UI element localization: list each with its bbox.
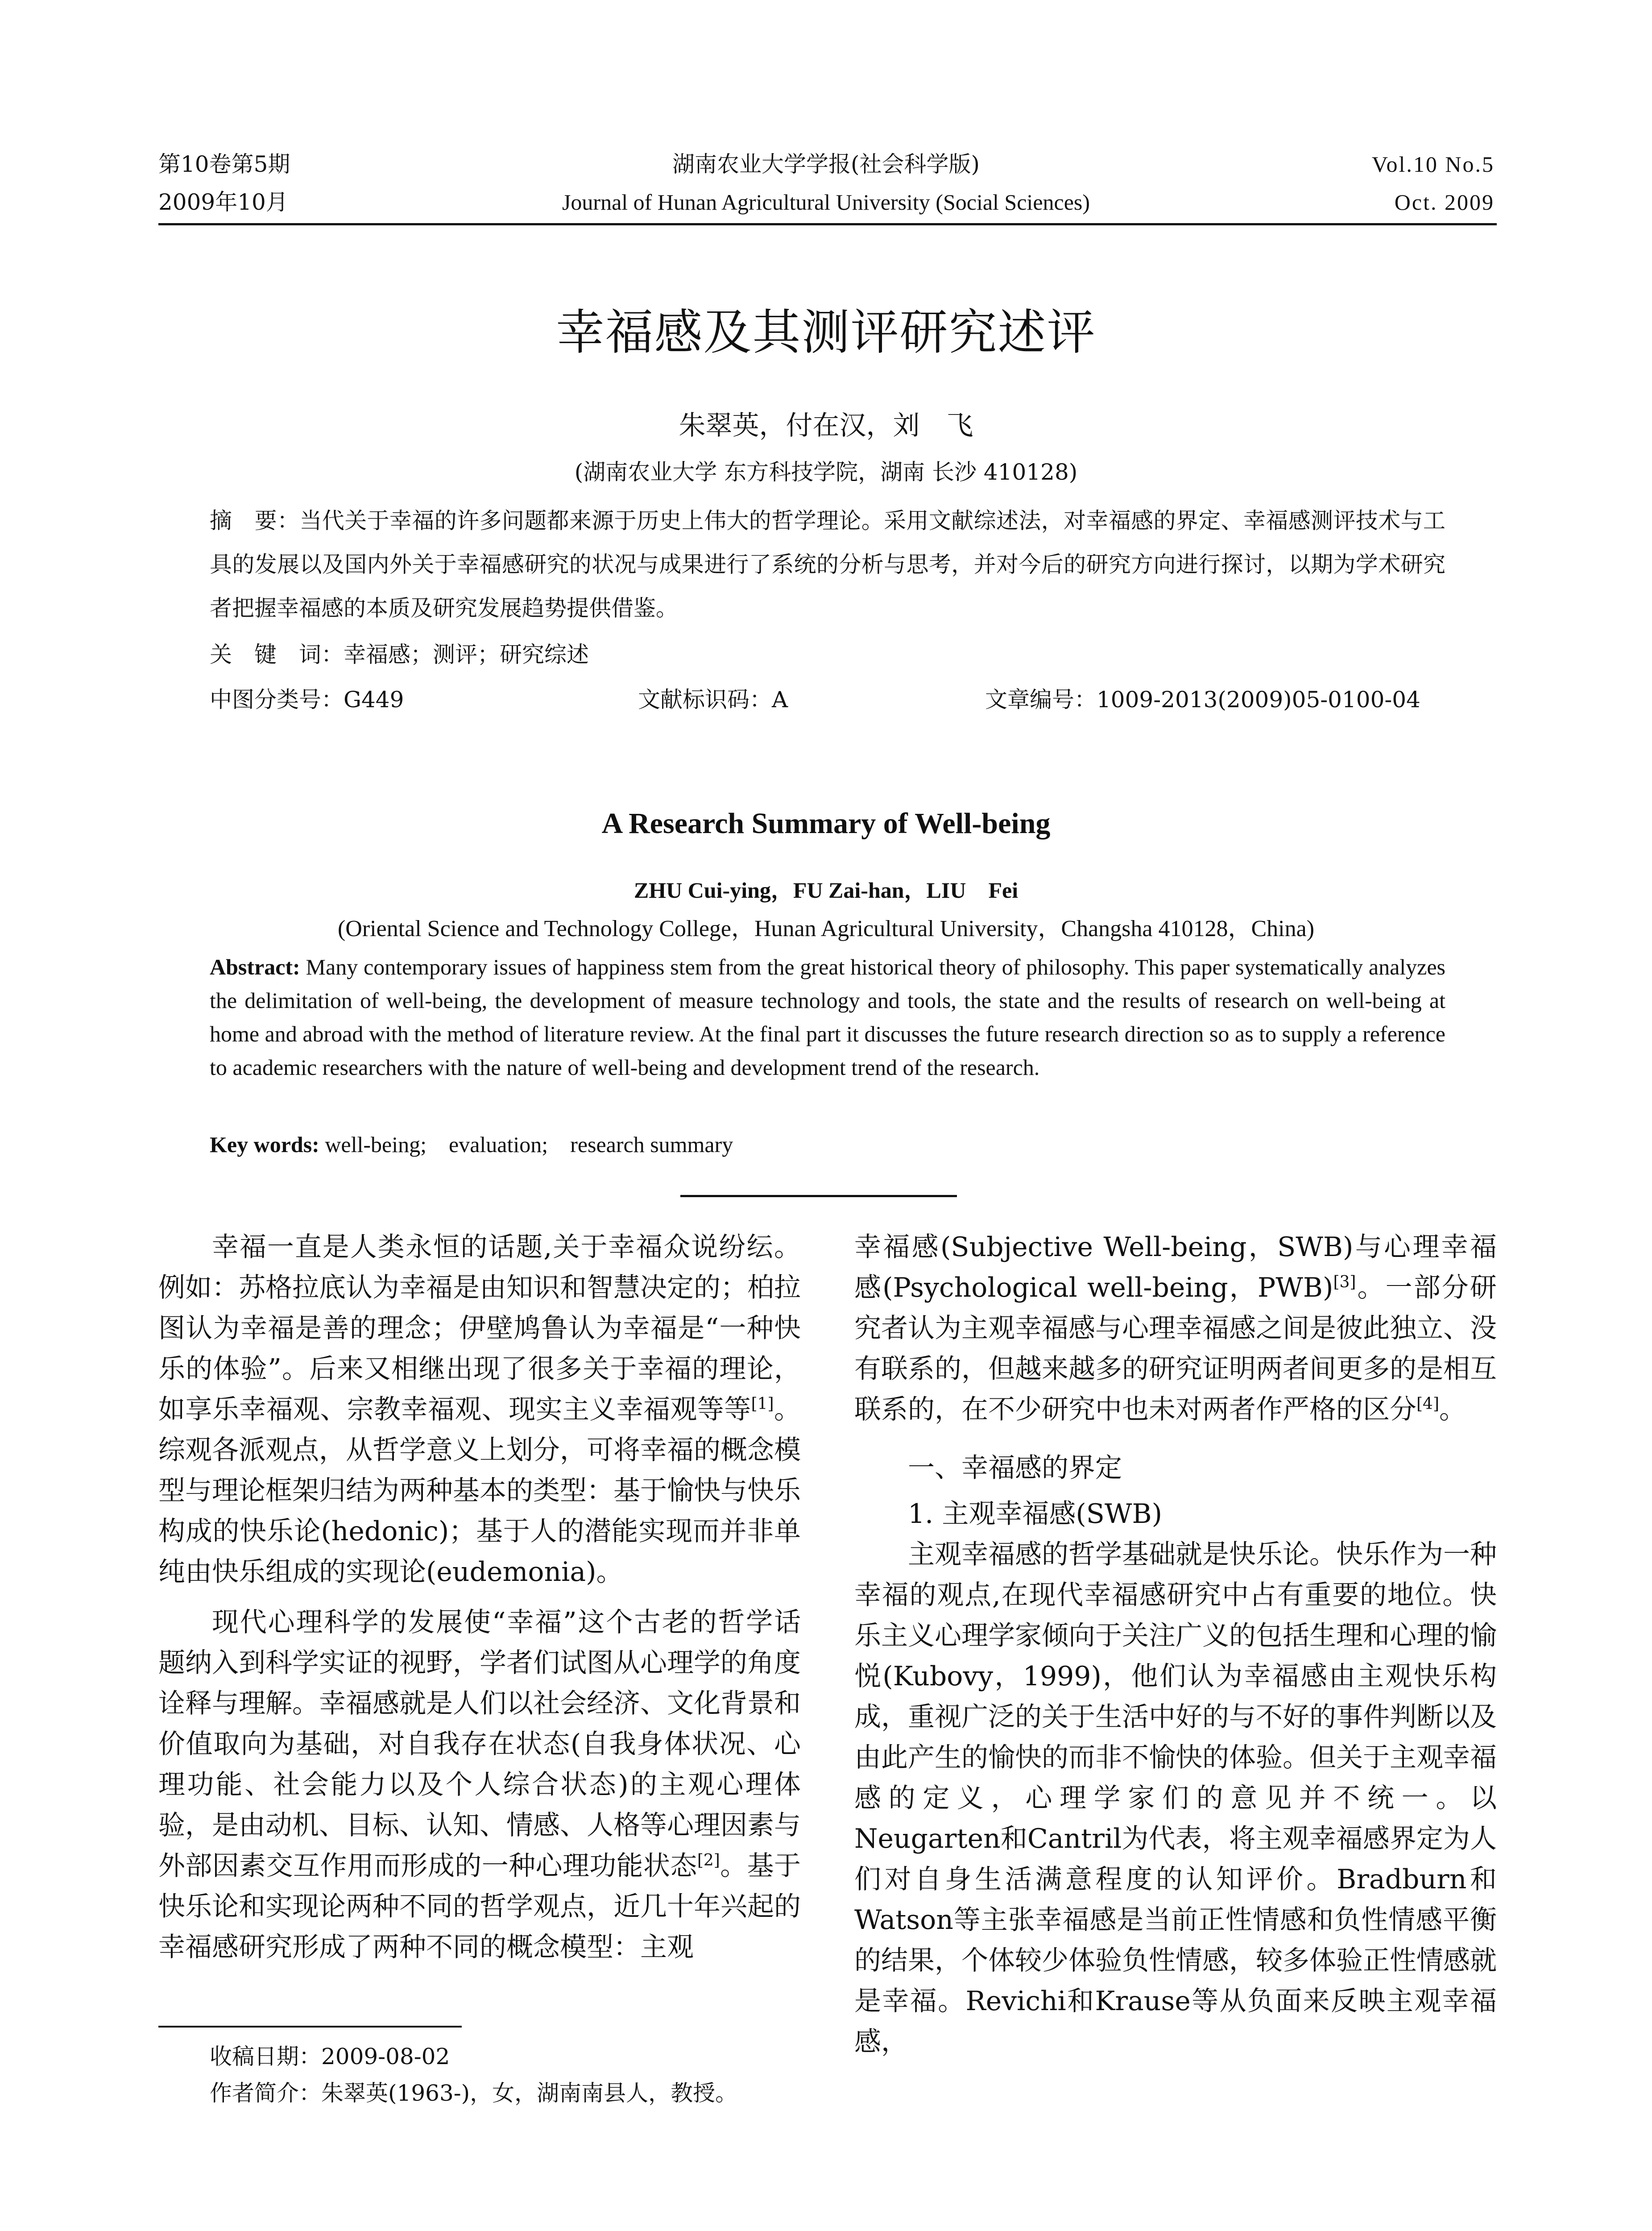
paper-title-cn: 幸福感及其测评研究述评 <box>556 305 1096 361</box>
abstract-label-en: Abstract: <box>210 954 300 979</box>
footnote-received <box>210 2038 450 2075</box>
abstract-label-cn: 摘 要： <box>210 508 300 534</box>
citation-1: [1] <box>751 1395 774 1413</box>
header-journal-cn: 湖南农业大学学报(社会科学版) <box>672 151 980 177</box>
keywords-en <box>210 1128 1445 1161</box>
received-value: 2009-08-02 <box>321 2044 450 2069</box>
section-heading-1: 一、幸福感的界定 <box>908 1452 1122 1484</box>
paragraph-right-1: 幸福感(Subjective Well-being，SWB)与心理幸福感(Psychological well-being，PWB)[3]。一部分研究者认为主观幸福感与心理幸福感之间是彼此独立、没有联系的，但越来越多的研究证明两者间更多的是相互联系的，在不少研究中也未对两者作严格的区分[4]。 <box>854 1232 1497 1425</box>
citation-3: [3] <box>1333 1273 1356 1291</box>
paragraph-left-2: 现代心理科学的发展使“幸福”这个古老的哲学话题纳入到科学实证的视野，学者们试图从心理学的角度诠释与理解。幸福感就是人们以社会经济、文化背景和价值取向为基础，对自我存在状态(自我身体状况、心理功能、社会能力以及个人综合状态)的主观心理体验，是由动机、目标、认知、情感、人格等心理因素与外部因素交互作用而形成的一种心理功能状态[2]。基于快乐论和实现论两种不同的哲学观点，近几十年兴起的幸福感研究形成了两种不同的概念模型：主观 <box>158 1607 801 1963</box>
paragraph-left-1: 幸福一直是人类永恒的话题,关于幸福众说纷纭。例如：苏格拉底认为幸福是由知识和智慧决定的；柏拉图认为幸福是善的理念；伊壁鸠鲁认为幸福是“一种快乐的体验”。后来又相继出现了很多关于幸福的理论，如享乐幸福观、宗教幸福观、现实主义幸福观等等[1]。综观各派观点，从哲学意义上划分，可将幸福的概念模型与理论框架归结为两种基本的类型：基于愉快与快乐构成的快乐论(hedonic)；基于人的潜能实现而并非单纯由快乐组成的实现论(eudemonia)。 <box>158 1232 801 1588</box>
received-label: 收稿日期： <box>210 2044 321 2069</box>
citation-2: [2] <box>697 1851 720 1870</box>
footnote-author-bio <box>210 2075 737 2111</box>
doc-code-label: 文献标识码： <box>638 687 772 713</box>
authors-en: ZHU Cui-ying，FU Zai-han，LIU Fei <box>633 878 1019 903</box>
abstract-text-cn: 当代关于幸福的许多问题都来源于历史上伟大的哲学理论。采用文献综述法，对幸福感的界定、幸福感测评技术与工具的发展以及国内外关于幸福感研究的状况与成果进行了系统的分析与思考，并对今后的研究方向进行探讨，以期为学术研究者把握幸福感的本质及研究发展趋势提供借鉴。 <box>210 508 1446 621</box>
keywords-cn <box>210 633 1445 676</box>
document-code <box>638 682 788 714</box>
author-bio-label: 作者简介： <box>210 2080 321 2106</box>
keywords-text-cn: 幸福感；测评；研究综述 <box>344 642 589 668</box>
affiliation-en: (Oriental Science and Technology College，Hunan Agricultural University，Changsha 410128，China) <box>337 916 1315 941</box>
body-left-column <box>158 1227 801 1968</box>
doc-code-value: A <box>772 687 788 713</box>
paragraph-right-2: 主观幸福感的哲学基础就是快乐论。快乐作为一种幸福的观点,在现代幸福感研究中占有重要的地位。快乐主义心理学家倾向于关注广义的包括生理和心理的愉悦(Kubovy，1999)，他们认为幸福感由主观快乐构成，重视广泛的关于生活中好的与不好的事件判断以及由此产生的愉快的而非不愉快的体验。但关于主观幸福感的定义，心理学家们的意见并不统一。以Neugarten和Cantril为代表，将主观幸福感界定为人们对自身生活满意程度的认知评价。Bradburn和Watson等主张幸福感是当前正性情感和负性情感平衡的结果，个体较少体验负性情感，较多体验正性情感就是幸福。Revichi和Krause等从负面来反映主观幸福感， <box>854 1539 1497 2057</box>
authors-cn: 朱翠英，付在汉，刘 飞 <box>679 410 973 441</box>
footnote-rule <box>158 2026 462 2028</box>
paper-title-en: A Research Summary of Well-being <box>601 807 1051 840</box>
clc-label: 中图分类号： <box>210 687 344 713</box>
abstract-separator <box>680 1195 957 1197</box>
abstract-cn <box>210 499 1445 630</box>
citation-4: [4] <box>1416 1395 1439 1413</box>
header-date: 2009年10月 <box>158 189 288 215</box>
keywords-label-cn: 关 键 词： <box>210 642 344 668</box>
author-bio-value: 朱翠英(1963-)，女，湖南南县人，教授。 <box>321 2080 738 2106</box>
article-number <box>985 682 1420 714</box>
subsection-heading-1: 1. 主观幸福感(SWB) <box>908 1498 1162 1530</box>
header-vol-no: Vol.10 No.5 <box>1371 152 1495 177</box>
header-journal-en: Journal of Hunan Agricultural University (Social Sciences) <box>562 190 1090 215</box>
abstract-text-en: Many contemporary issues of happiness stem from the great historical theory of philosophy. This paper systematically analyzes the delimitation of well-being, the development of measure technology and tools, the state and the results of research on well-being at home and abroad with the method of literature review. At the final part it discusses the future research direction so as to supply a reference to academic researchers with the nature of well-being and development trend of the research. <box>210 954 1446 1080</box>
article-no-label: 文章编号： <box>985 687 1097 713</box>
header-volume-issue: 第10卷第5期 <box>158 151 290 177</box>
body-right-column <box>854 1227 1497 2062</box>
clc-value: G449 <box>344 687 404 713</box>
header-month-year: Oct. 2009 <box>1394 190 1495 215</box>
keywords-label-en: Key words: <box>210 1132 319 1157</box>
abstract-en <box>210 950 1445 1084</box>
header-rule <box>158 223 1497 225</box>
clc-number <box>210 682 404 714</box>
affiliation-cn: (湖南农业大学 东方科技学院，湖南 长沙 410128) <box>574 459 1078 485</box>
keywords-text-en: well-being; evaluation; research summary <box>325 1132 733 1157</box>
article-no-value: 1009-2013(2009)05-0100-04 <box>1097 687 1420 713</box>
